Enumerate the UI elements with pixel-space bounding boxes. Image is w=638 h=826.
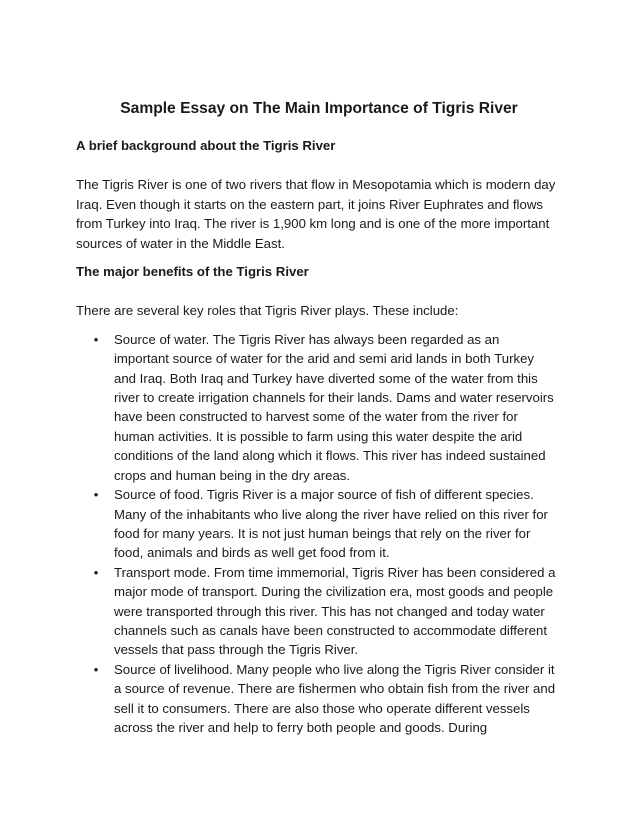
section-heading-background: A brief background about the Tigris River: [76, 138, 336, 153]
list-item-text: Source of food. Tigris River is a major source of fish of different species. Many of the inhabitants who live along the river have relied on this river for food for many years. It is not just human beings that rely on the river for food, animals and birds as well get food from it.: [114, 487, 548, 561]
list-item: [76, 330, 556, 485]
bullet-icon: •: [93, 487, 99, 503]
bullet-icon: •: [93, 564, 99, 580]
section-heading-benefits: The major benefits of the Tigris River: [76, 264, 309, 280]
benefits-list: [76, 330, 556, 738]
bullet-icon: •: [93, 661, 99, 677]
list-item-text: Source of water. The Tigris River has always been regarded as an important source of water for the arid and semi arid lands in both Turkey and Iraq. Both Iraq and Turkey have diverted some of the water from this river to create irrigation channels for their lands. Dams and water reservoirs have been constructed to harvest some of the water from the river for human activities. It is possible to farm using this water despite the arid conditions of the land along which it flows. This river has indeed sustained crops and human being in the dry areas.: [114, 331, 554, 483]
list-item: [76, 485, 556, 563]
bullet-icon: •: [93, 331, 99, 347]
list-item: [76, 660, 556, 738]
background-paragraph: The Tigris River is one of two rivers that flow in Mesopotamia which is modern day Iraq. Even though it starts on the eastern part, it joins River Euphrates and flows from Turkey into Iraq. The river is 1,900 km long and is one of the more important sources of water in the Middle East.: [76, 177, 556, 251]
list-item: [76, 563, 556, 660]
benefits-intro-paragraph: There are several key roles that Tigris River plays. These include:: [76, 303, 459, 319]
list-item-text: Transport mode. From time immemorial, Tigris River has been considered a major mode of transport. During the civilization era, most goods and people were transported through this river. This has not changed and today water channels such as canals have been constructed to accommodate different vessels that pass through the Tigris River.: [114, 564, 556, 658]
document-title: Sample Essay on The Main Importance of Tigris River: [120, 100, 518, 117]
document-body: [76, 136, 556, 737]
list-item-text: Source of livelihood. Many people who live along the Tigris River consider it a source of revenue. There are fishermen who obtain fish from the river and sell it to consumers. There are also those who operate different vessels across the river and help to ferry both people and goods. During: [114, 661, 556, 735]
